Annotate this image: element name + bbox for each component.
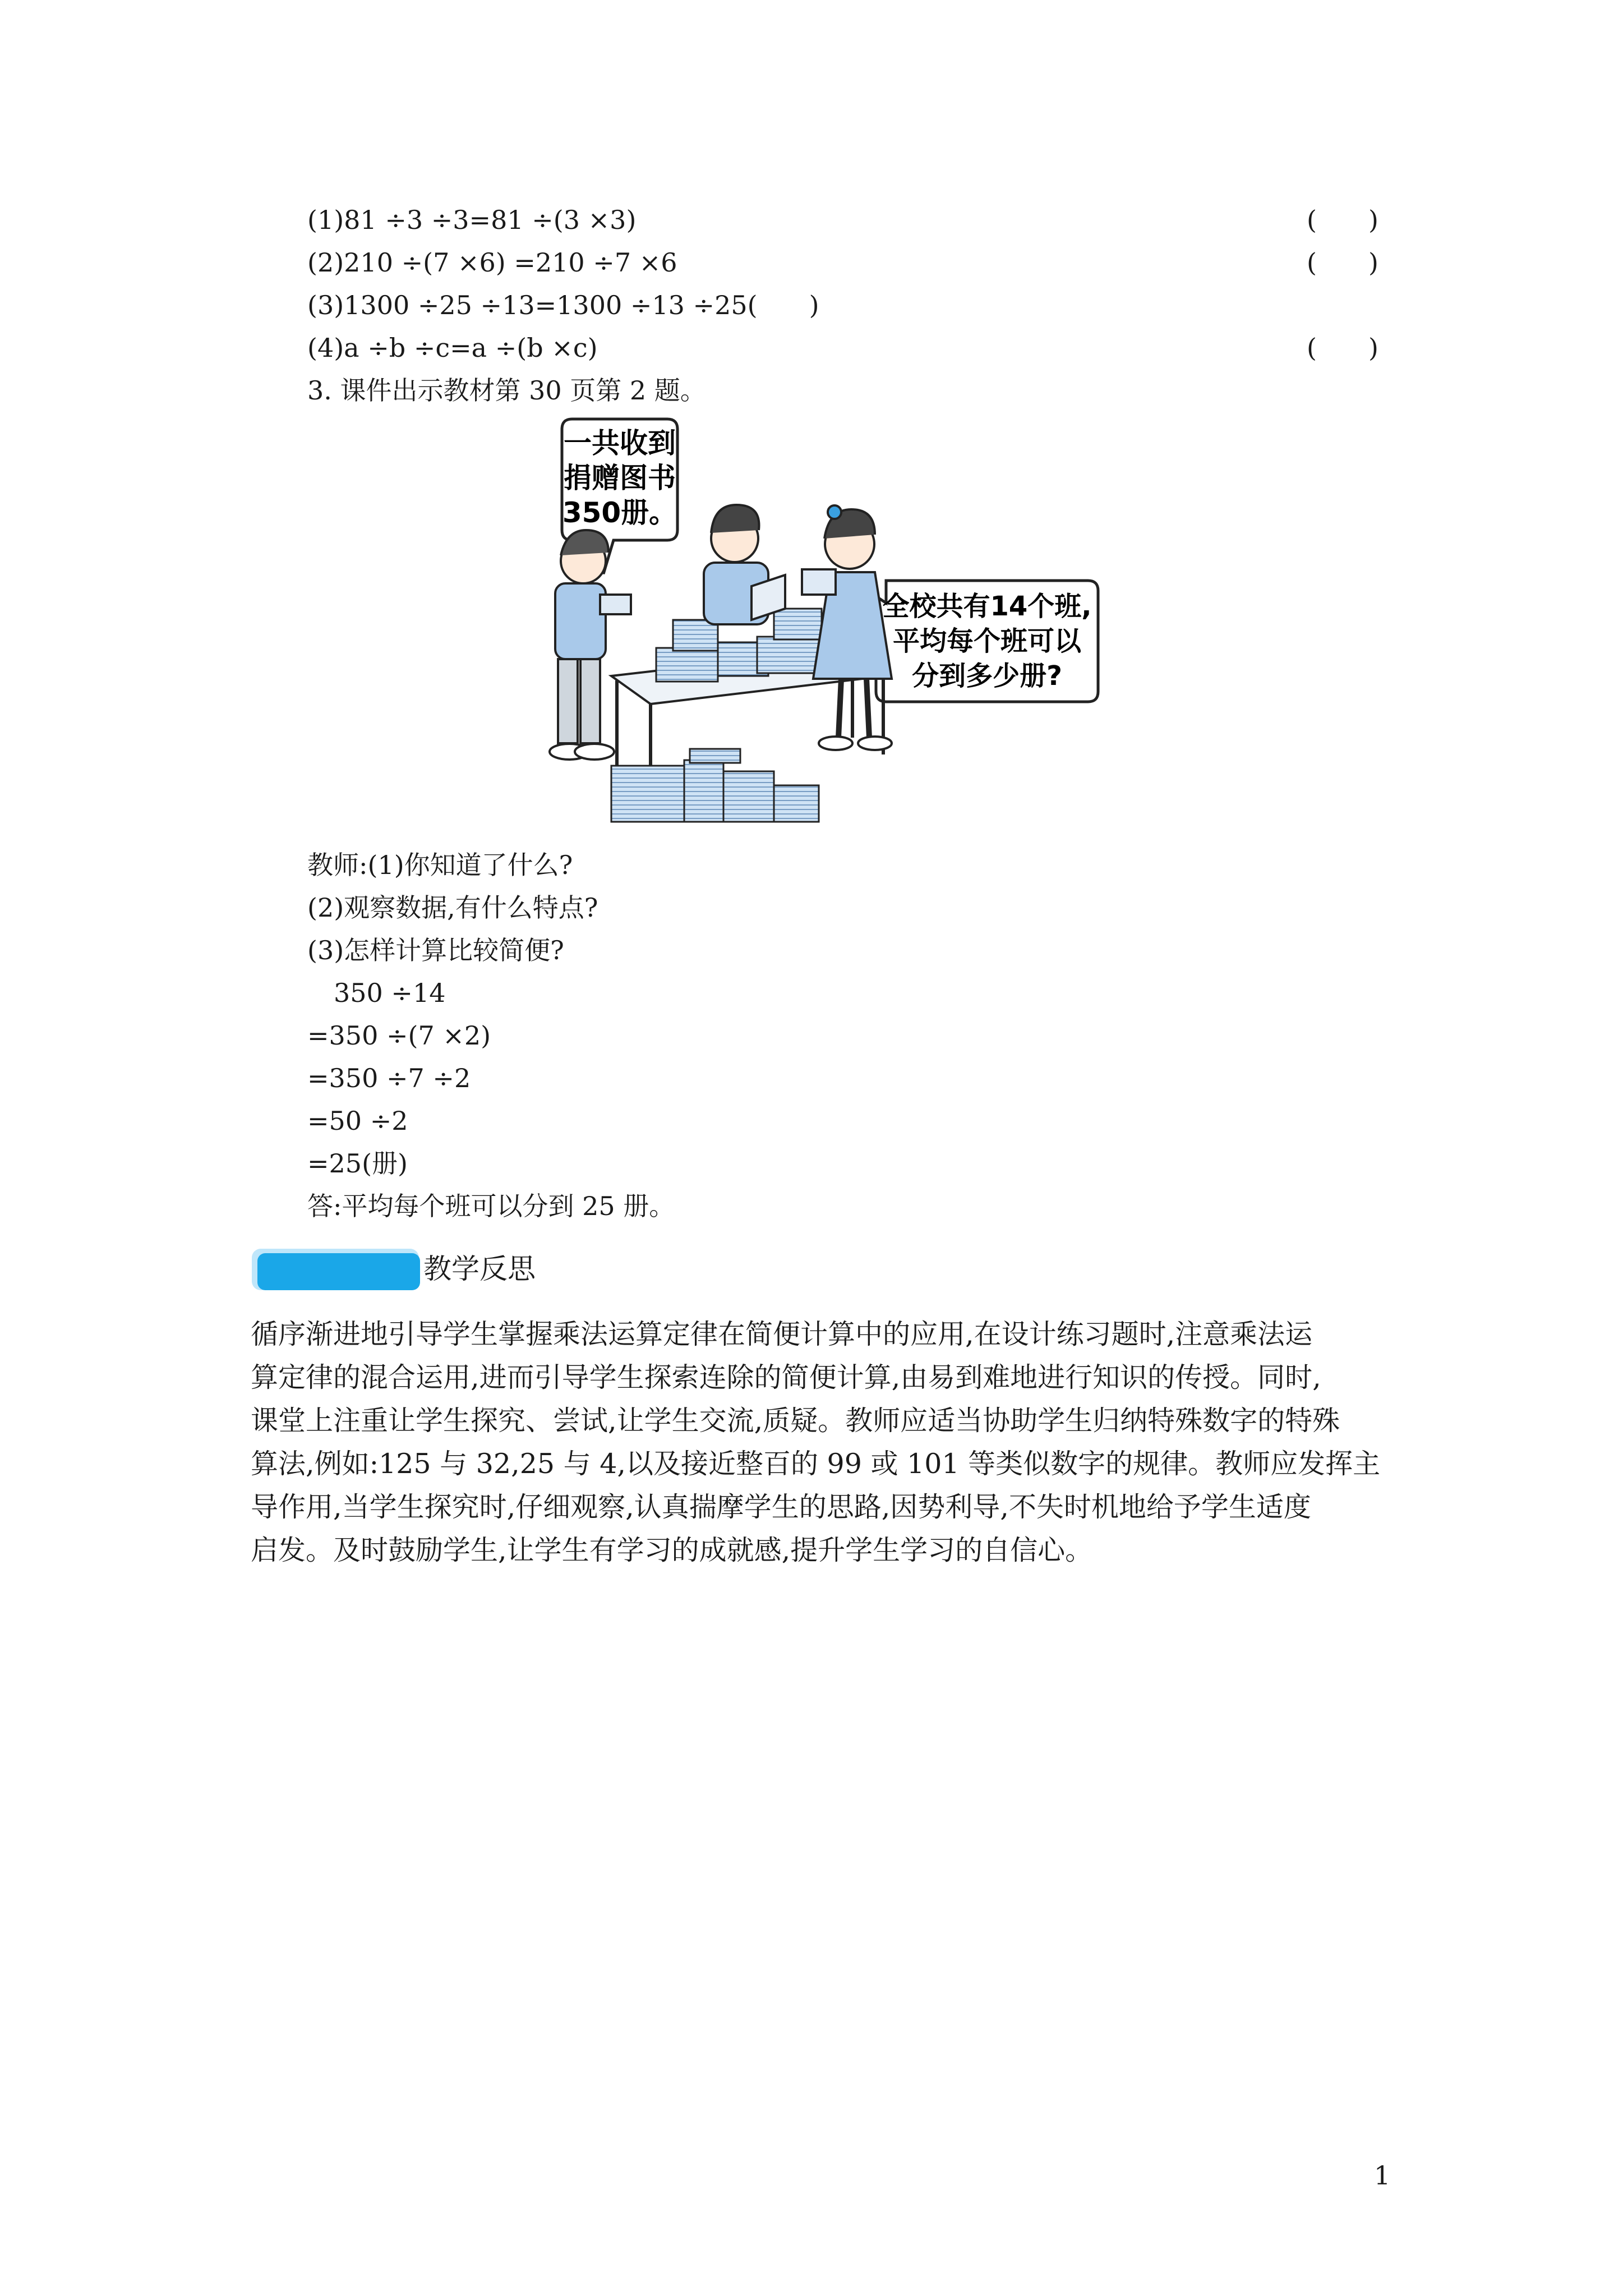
answer-bracket-4[interactable]: ( ) [1307,333,1378,363]
reflection-line-4: 算法,例如:125 与 32,25 与 4,以及接近整百的 99 或 101 等类似数字的规律。教师应发挥主 [251,1448,1381,1480]
calc-step-5: =25(册) [307,1148,408,1179]
calc-step-3: =350 ÷7 ÷2 [307,1063,471,1093]
book-stacks-on-floor [611,749,819,822]
reflection-paragraph [251,1313,1395,1572]
calc-step-2: =350 ÷(7 ×2) [307,1020,491,1051]
reflection-line-1: 循序渐进地引导学生掌握乘法运算定律在简便计算中的应用,在设计练习题时,注意乘法运 [251,1318,1313,1350]
exercise-item-4: (4)a ÷b ÷c=a ÷(b ×c) [307,333,598,363]
speech-bubble-right [852,581,1098,702]
exercise-item-3: (3)1300 ÷25 ÷13=1300 ÷13 ÷25( ) [307,290,819,320]
page-number: 1 [1374,2160,1391,2191]
teacher-question-1: 教师:(1)你知道了什么? [307,850,573,880]
bubble-right-line-1: 全校共有14个班, [882,591,1092,622]
teacher-question-3: (3)怎样计算比较简便? [307,935,564,965]
bubble-left-line-1: 一共收到 [564,427,676,459]
textbook-illustration [538,412,1122,839]
bubble-right-line-2: 平均每个班可以 [892,625,1082,657]
bubble-left-line-2: 捐赠图书 [564,462,676,494]
reflection-line-5: 导作用,当学生探究时,仔细观察,认真揣摩学生的思路,因势利导,不失时机地给予学生适度 [251,1491,1311,1523]
reflection-line-6: 启发。及时鼓励学生,让学生有学习的成就感,提升学生学习的自信心。 [251,1534,1093,1566]
section-badge [251,1246,422,1292]
reflection-line-3: 课堂上注重让学生探究、尝试,让学生交流,质疑。教师应适当协助学生归纳特殊数字的特殊 [251,1405,1340,1437]
bubble-left-line-3: 350册。 [562,496,677,529]
section-title: 教学反思 [423,1253,536,1285]
answer-bracket-1[interactable]: ( ) [1307,205,1378,235]
exercise-item-1: (1)81 ÷3 ÷3=81 ÷(3 ×3) [307,205,637,235]
answer-bracket-2[interactable]: ( ) [1307,247,1378,278]
exercise-3-heading: 3. 课件出示教材第 30 页第 2 题。 [307,375,706,406]
calc-step-4: =50 ÷2 [307,1106,408,1136]
calc-step-1: 350 ÷14 [334,978,446,1008]
teacher-question-2: (2)观察数据,有什么特点? [307,892,598,923]
bubble-right-line-3: 分到多少册? [912,660,1062,692]
exercise-item-2: (2)210 ÷(7 ×6) =210 ÷7 ×6 [307,247,677,278]
reflection-line-2: 算定律的混合运用,进而引导学生探索连除的简便计算,由易到难地进行知识的传授。同时, [251,1361,1321,1393]
girl-left-figure [550,530,631,760]
answer-line: 答:平均每个班可以分到 25 册。 [307,1191,675,1221]
boy-figure [704,505,785,624]
